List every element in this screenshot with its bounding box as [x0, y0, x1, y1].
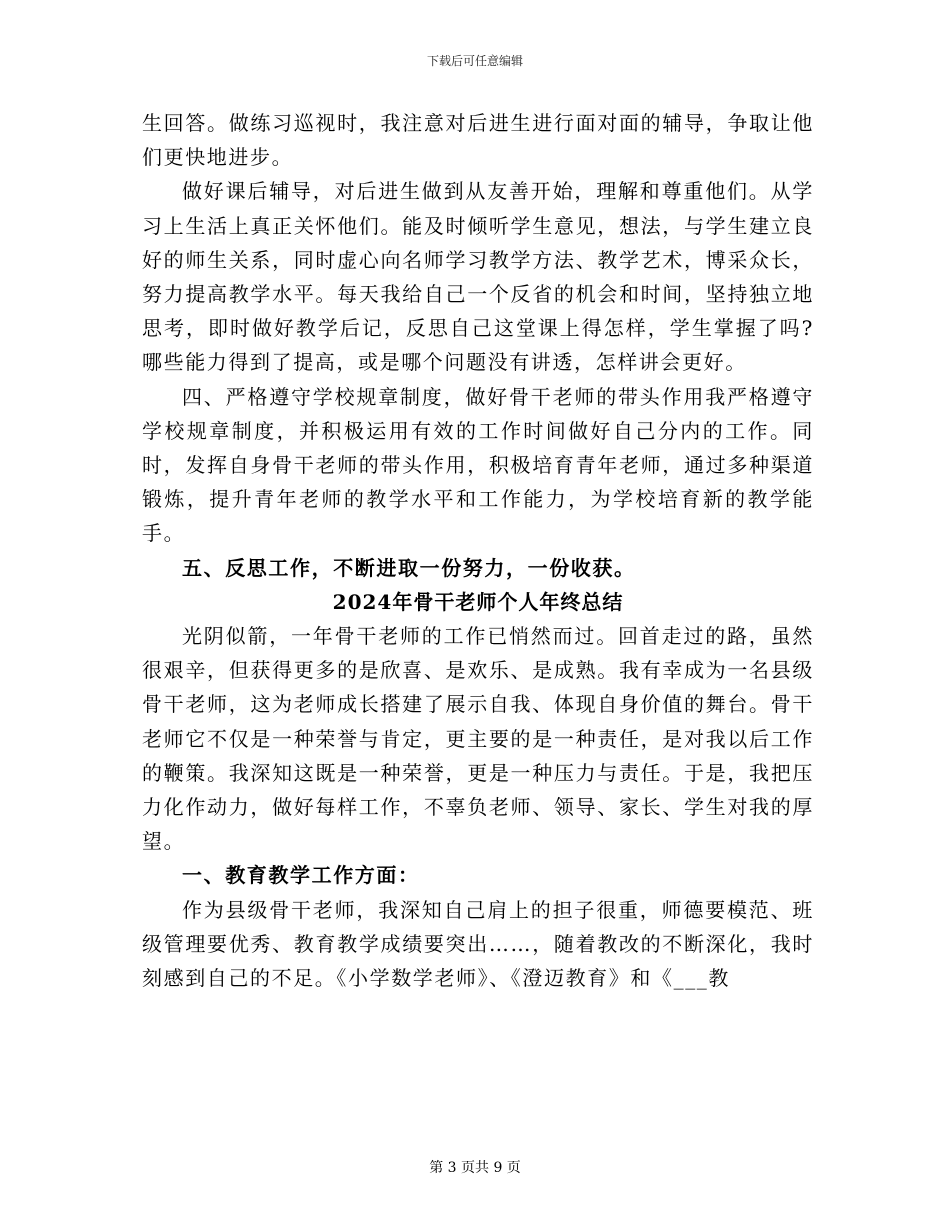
paragraph-teaching-work: 作为县级骨干老师，我深知自己肩上的担子很重，师德要模范、班级管理要优秀、教育教学成绩要突出……，随着教改的不断深化，我时刻感到自己的不足。《小学数学老师》、《澄迈教育》和《___教: [142, 897, 814, 991]
page-footer: 第 3 页共 9 页: [429, 1160, 521, 1176]
page-header: 下载后可任意编辑: [426, 54, 523, 68]
section-five-heading: 五、反思工作，不断进取一份努力，一份收获。: [182, 555, 636, 580]
document-title: 2024年骨干老师个人年终总结: [332, 589, 624, 614]
paragraph-continuation: 生回答。做练习巡视时，我注意对后进生进行面对面的辅导，争取让他们更快地进步。: [142, 111, 814, 170]
paragraph-section-four: 四、严格遵守学校规章制度，做好骨干老师的带头作用我严格遵守学校规章制度，并积极运用有效的工作时间做好自己分内的工作。同时，发挥自身骨干老师的带头作用，积极培育青年老师，通过多种渠道锻炼，提升青年老师的教学水平和工作能力，为学校培育新的教学能手。: [142, 384, 814, 546]
section-one-heading: 一、教育教学工作方面：: [182, 863, 420, 888]
paragraph-intro: 光阴似箭，一年骨干老师的工作已悄然而过。回首走过的路，虽然很艰辛，但获得更多的是欣喜、是欢乐、是成熟。我有幸成为一名县级骨干老师，这为老师成长搭建了展示自我、体现自身价值的舞台。骨干老师它不仅是一种荣誉与肯定，更主要的是一种责任，是对我以后工作的鞭策。我深知这既是一种荣誉，更是一种压力与责任。于是，我把压力化作动力，做好每样工作，不辜负老师、领导、家长、学生对我的厚望。: [142, 624, 814, 854]
document-body: [142, 106, 814, 995]
paragraph-after-class-tutoring: 做好课后辅导，对后进生做到从友善开始，理解和尊重他们。从学习上生活上真正关怀他们。能及时倾听学生意见，想法，与学生建立良好的师生关系，同时虚心向名师学习教学方法、教学艺术，博采众长，努力提高教学水平。每天我给自己一个反省的机会和时间，坚持独立地思考，即时做好教学后记，反思自己这堂课上得怎样，学生掌握了吗?哪些能力得到了提高，或是哪个问题没有讲透，怎样讲会更好。: [142, 179, 814, 375]
